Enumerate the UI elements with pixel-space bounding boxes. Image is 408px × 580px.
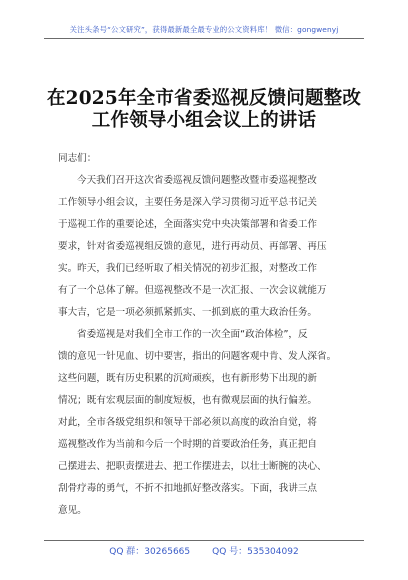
paragraph-line: 于巡视工作的重要论述，全面落实党中央决策部署和省委工作 [58,219,318,230]
paragraph-line: 事大吉，它是一项必须抓紧抓实、一抓到底的重大政治任务。 [58,307,318,318]
paragraph-line: 巡视整改作为当前和今后一个时期的首要政治任务，真正把自 [58,439,318,450]
document-title-line-1: 在2025年全市省委巡视反馈问题整改 [46,88,362,109]
footer-qq-number: QQ 号：535304092 [212,547,299,557]
paragraph-line: 意见。 [58,505,87,516]
paragraph-line: 情况；既有宏观层面的制度短板，也有微观层面的执行偏差。 [58,395,318,406]
footer [0,544,408,557]
document-title-line-2: 工作领导小组会议上的讲话 [91,110,317,131]
header-divider [44,38,364,39]
paragraph-line: 刮骨疗毒的勇气，不折不扣地抓好整改落实。下面，我讲三点 [58,483,318,494]
paragraph-line: 省委巡视是对我们全市工作的一次全面“政治体检”，反 [77,329,308,340]
paragraph-line: 对此，全市各级党组织和领导干部必须以高度的政治自觉，将 [58,417,318,428]
paragraph-line: 今天我们召开这次省委巡视反馈问题整改暨市委巡视整改 [77,175,317,186]
paragraph-line: 这些问题，既有历史积累的沉疴顽疾，也有新形势下出现的新 [58,373,318,384]
footer-qq-group: QQ 群：30265665 [109,547,191,557]
header-banner: 关注头条号“公文研究”，获得最新最全最专业的公文资料库！ 微信：gongwenyj [69,25,339,34]
paragraph-line: 要求，针对省委巡视组反馈的意见，进行再动员、再部署、再压 [58,241,327,252]
paragraph-line: 工作领导小组会议，主要任务是深入学习贯彻习近平总书记关 [58,197,318,208]
paragraph-line: 实。昨天，我们已经听取了相关情况的初步汇报，对整改工作 [58,263,318,274]
paragraph-line: 有了一个总体了解。但巡视整改不是一次汇报、一次会议就能万 [58,285,327,296]
paragraph-line: 己摆进去、把职责摆进去、把工作摆进去，以壮士断腕的决心、 [58,461,327,472]
salutation: 同志们： [58,153,97,164]
footer-divider [44,540,364,541]
paragraph-line: 馈的意见一针见血、切中要害，指出的问题客观中肯、发人深省。 [58,351,337,362]
